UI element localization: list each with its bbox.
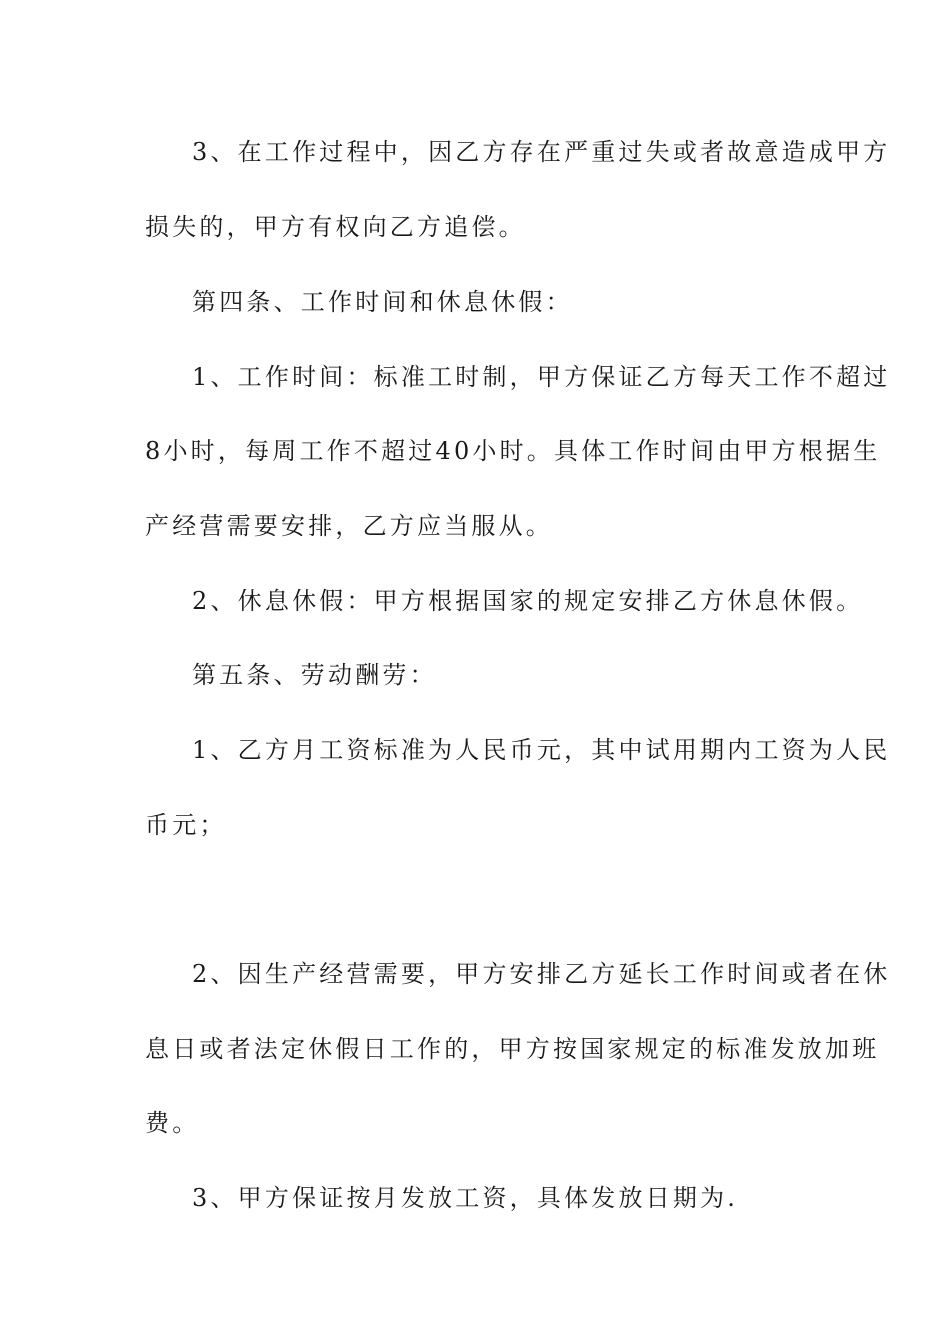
work-time-line-3: 产经营需要安排，乙方应当服从。 (145, 512, 553, 540)
salary-line-1: 1、乙方月工资标准为人民币元，其中试用期内工资为人民 (192, 736, 891, 764)
work-time-line-2: 8小时，每周工作不超过40小时。具体工作时间由甲方根据生 (145, 437, 881, 465)
rest-leave-line: 2、休息休假：甲方根据国家的规定安排乙方休息休假。 (192, 587, 864, 615)
article-5-heading: 第五条、劳动酬劳： (192, 661, 437, 689)
payday-line: 3、甲方保证按月发放工资，具体发放日期为. (192, 1184, 739, 1212)
overtime-line-1: 2、因生产经营需要，甲方安排乙方延长工作时间或者在休 (192, 960, 891, 988)
salary-line-2: 币元； (145, 811, 227, 839)
clause-3-line-1: 3、在工作过程中，因乙方存在严重过失或者故意造成甲方 (192, 138, 891, 166)
overtime-line-3: 费。 (145, 1109, 200, 1137)
work-time-line-1: 1、工作时间：标准工时制，甲方保证乙方每天工作不超过 (192, 363, 891, 391)
article-4-heading: 第四条、工作时间和休息休假： (192, 288, 573, 316)
overtime-line-2: 息日或者法定休假日工作的，甲方按国家规定的标准发放加班 (145, 1035, 880, 1063)
clause-3-line-2: 损失的，甲方有权向乙方追偿。 (145, 213, 526, 241)
